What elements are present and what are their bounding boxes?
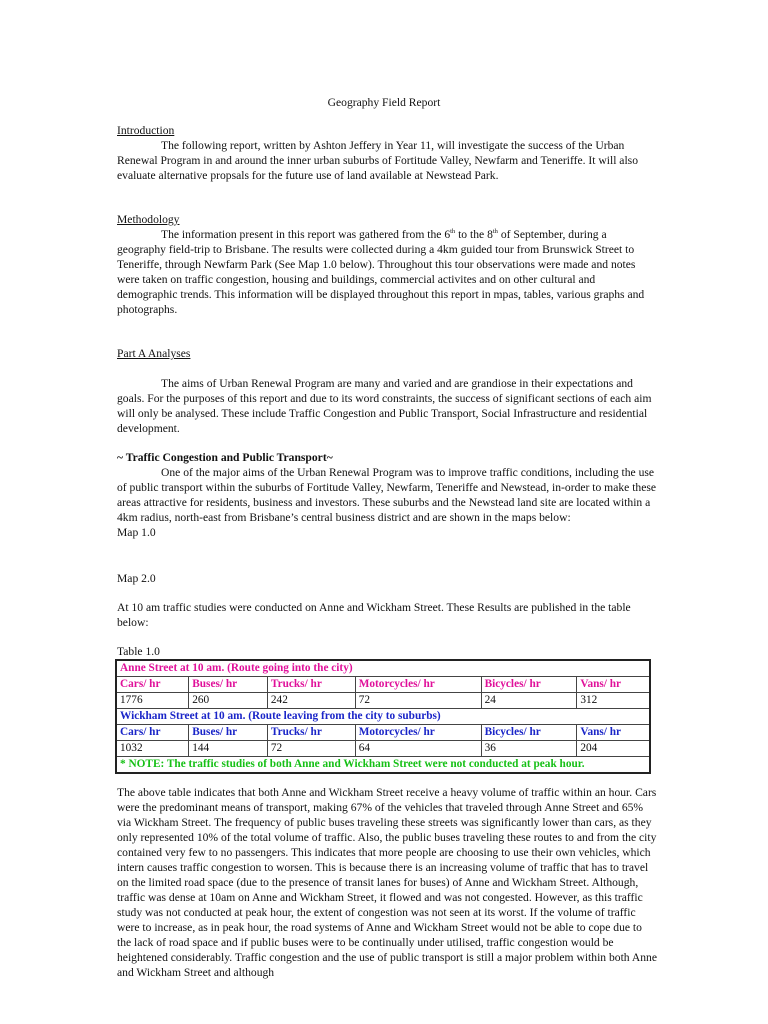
table-cell: 72 — [355, 693, 481, 709]
table-row — [116, 725, 650, 741]
table-cell: 312 — [577, 693, 650, 709]
table-cell: 144 — [189, 741, 268, 757]
introduction-section — [117, 123, 657, 183]
table-row — [116, 660, 650, 677]
table-cell: 64 — [355, 741, 481, 757]
methodology-text-part: to the 8 — [455, 228, 493, 241]
table-label: Table 1.0 — [117, 645, 160, 658]
traffic-table — [115, 659, 651, 774]
column-header: Trucks/ hr — [267, 725, 355, 741]
column-header: Motorcycles/ hr — [355, 725, 481, 741]
ordinal-suffix: th — [450, 228, 456, 235]
table-cell: 36 — [481, 741, 577, 757]
table-cell: 24 — [481, 693, 577, 709]
table-row — [116, 709, 650, 725]
methodology-section — [117, 212, 657, 317]
column-header: Buses/ hr — [189, 677, 268, 693]
table-row — [116, 677, 650, 693]
methodology-heading: Methodology — [117, 213, 180, 226]
table-cell: 204 — [577, 741, 650, 757]
table-cell: 1032 — [116, 741, 189, 757]
anne-street-heading: Anne Street at 10 am. (Route going into the city) — [116, 660, 650, 677]
column-header: Cars/ hr — [116, 725, 189, 741]
table-cell: 242 — [267, 693, 355, 709]
ordinal-suffix: th — [492, 228, 498, 235]
table-note: * NOTE: The traffic studies of both Anne and Wickham Street were not conducted at peak hour. — [116, 757, 650, 774]
column-header: Bicycles/ hr — [481, 677, 577, 693]
traffic-section-text: One of the major aims of the Urban Renewal Program was to improve traffic conditions, including the use of public transport within the suburbs of Fortitude Valley, Newfarm, Teneriffe and Newstead, in-order to make these areas attractive for residents, business and investors. These suburbs and the Newstead land site are located within a 4km radius, north-east from Brisbane’s central business district and are shown in the maps below: — [117, 466, 657, 524]
column-header: Cars/ hr — [116, 677, 189, 693]
traffic-section-heading: ~ Traffic Congestion and Public Transport~ — [117, 451, 333, 464]
methodology-text-part: The information present in this report was gathered from the 6 — [161, 228, 451, 241]
introduction-heading: Introduction — [117, 124, 175, 137]
table-cell: 72 — [267, 741, 355, 757]
map-2-label: Map 2.0 — [117, 572, 156, 585]
table-cell: 260 — [189, 693, 268, 709]
analysis-text: The above table indicates that both Anne and Wickham Street receive a heavy volume of traffic within an hour. Cars were the predominant means of transport, making 67% of the vehicles that traveled through Anne Street and 65% via Wickham Street. The frequency of public buses traveling these streets was significantly lower than cars, as they only represented 10% of the total volume of traffic. Also, the public buses traveling these routes to and from the city contained very few to no passengers. This indicates that more people are choosing to use their own vehicles, which intern causes traffic congestion to worsen. This is because there is an increasing volume of traffic that has to travel on the limited road space (due to the presence of transit lanes for buses) of Anne and Wickham Street. Although, traffic was dense at 10am on Anne and Wickham Street, it flowed and was not congested. However, as this traffic study was not conducted at peak hour, the extent of congestion was not seen at its worst. If the volume of traffic were to increase, as in peak hour, the road systems of Anne and Wickham Street would not be able to cope due to the lack of road space and if public buses were to be continually under utilised, traffic congestion would be heightened considerably. Traffic congestion and the use of public transport is still a major problem within both Anne and Wickham Street and although — [117, 786, 657, 979]
introduction-text: The following report, written by Ashton Jeffery in Year 11, will investigate the success of the Urban Renewal Program in and around the inner urban suburbs of Fortitude Valley, Newfarm and Teneriffe. It will also evaluate alternative propsals for the future use of land available at Newstead Park. — [117, 139, 638, 182]
wickham-street-heading: Wickham Street at 10 am. (Route leaving from the city to suburbs) — [116, 709, 650, 725]
table-row — [116, 741, 650, 757]
part-a-text: The aims of Urban Renewal Program are many and varied and are grandiose in their expectations and goals. For the purposes of this report and due to its word constraints, the success of significant sections of each aim will only be analysed. These include Traffic Congestion and Public Transport, Social Infrastructure and residential development. — [117, 377, 652, 435]
table-row — [116, 693, 650, 709]
table-row — [116, 757, 650, 774]
column-header: Bicycles/ hr — [481, 725, 577, 741]
traffic-studies-text: At 10 am traffic studies were conducted on Anne and Wickham Street. These Results are published in the table below: — [117, 601, 631, 629]
table-cell: 1776 — [116, 693, 189, 709]
column-header: Buses/ hr — [189, 725, 268, 741]
report-title: Geography Field Report — [327, 96, 441, 109]
map-1-label: Map 1.0 — [117, 526, 156, 539]
column-header: Vans/ hr — [577, 677, 650, 693]
methodology-text-part: of September, during a geography field-trip to Brisbane. The results were collected during a 4km guided tour from Brunswick Street to Teneriffe, through Newfarm Park (See Map 1.0 below). Throughout this tour observations were made and notes were taken on traffic congestion, housing and buildings, commercial activites and on other cultural and demographic trends. This information will be displayed throughout this report in mpas, tables, various graphs and photographs. — [117, 228, 645, 316]
part-a-heading: Part A Analyses — [117, 347, 191, 360]
traffic-section — [117, 450, 657, 540]
column-header: Trucks/ hr — [267, 677, 355, 693]
column-header: Vans/ hr — [577, 725, 650, 741]
column-header: Motorcycles/ hr — [355, 677, 481, 693]
methodology-text — [117, 227, 657, 317]
